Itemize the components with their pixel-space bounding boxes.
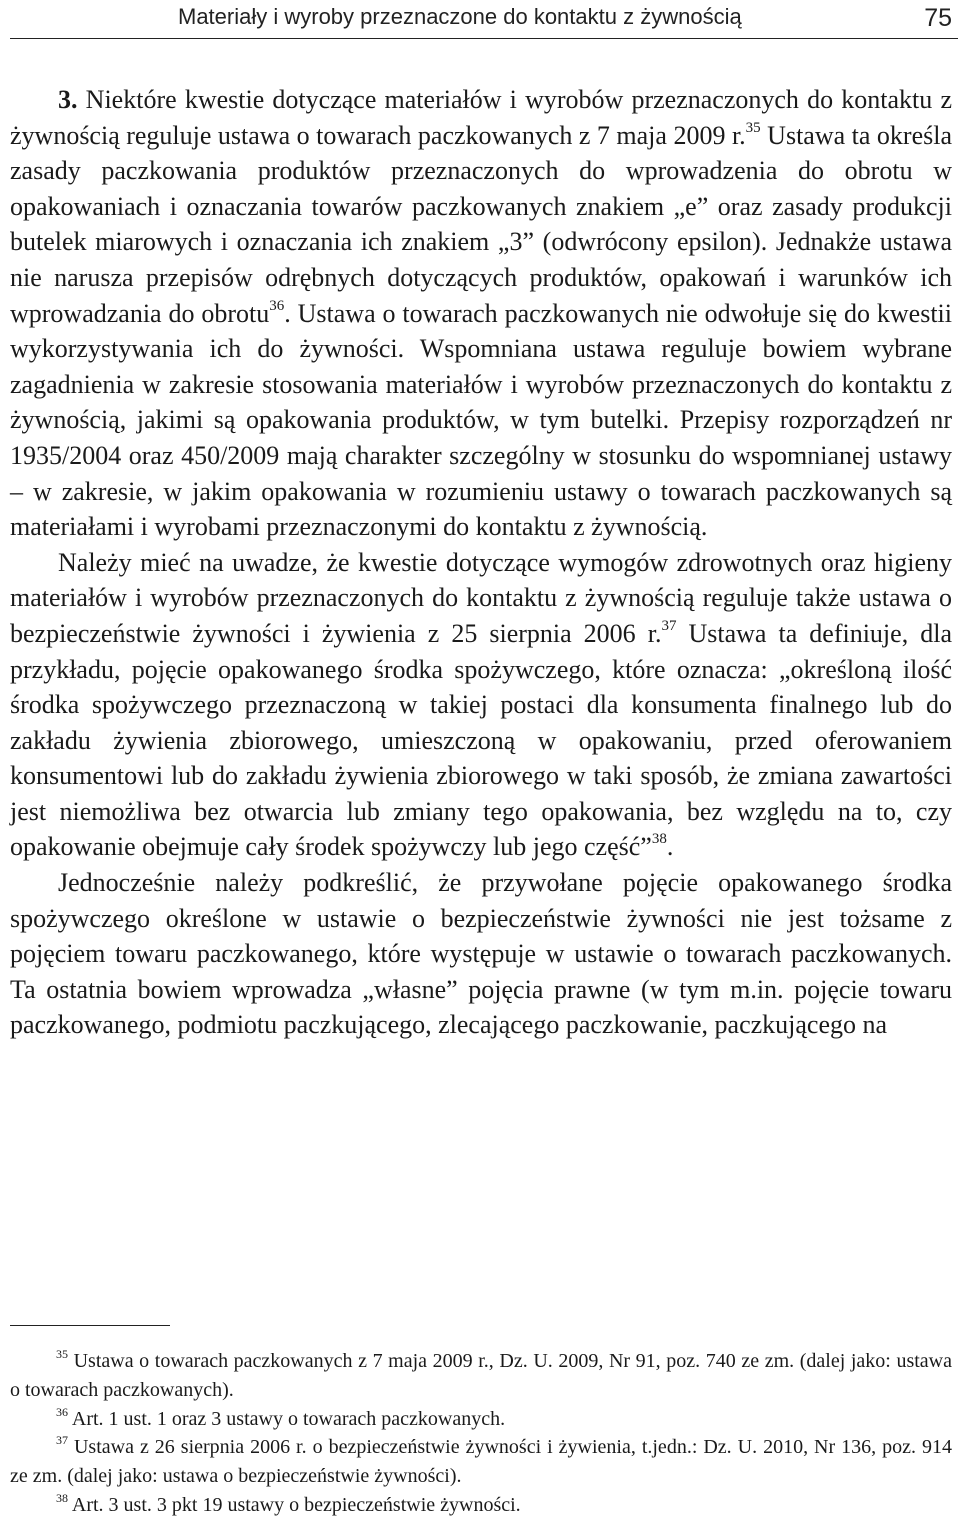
paragraph-3: Jednocześnie należy podkreślić, że przywołane pojęcie opakowanego środka spożywczego określone w ustawie o bezpieczeństwie żywności nie jest tożsame z pojęciem towaru paczkowanego, które występuje w ustawie o towarach paczkowanych. Ta ostatnia bowiem wprowadza „własne” pojęcia prawne (w tym m.in. pojęcie towaru paczkowanego, podmiotu paczkującego, zlecającego paczkowanie, paczkującego na [10,868,952,1040]
page-number: 75 [924,4,952,32]
footnotes [10,1347,952,1520]
footnote-text: Ustawa o towarach paczkowanych z 7 maja 2009 r., Dz. U. 2009, Nr 91, poz. 740 ze zm. (dalej jako: ustawa o towarach paczkowanych). [10,1350,952,1401]
paragraph-1 [10,82,952,545]
footnote-number: 37 [56,1433,68,1448]
paragraph-2-text-b: Ustawa ta definiuje, dla przykładu, pojęcie opakowanego środka spożywczego, które oznacza: „określoną ilość środka spożywczego przeznaczoną w takiej postaci dla konsumenta finalnego lub do zakładu żywienia zbiorowego, umieszczoną w opakowaniu, przed oferowaniem konsumentowi lub do zakładu żywienia zbiorowego w taki sposób, że zmiana zawartości jest niemożliwa bez otwarcia lub zmiany tego opakowania, bez względu na to, czy opakowanie obejmuje cały środek spożywczy lub jego część” [10,618,952,862]
footnote [10,1433,952,1491]
footnote-number: 35 [56,1347,68,1361]
footnote-number: 38 [56,1490,68,1505]
paragraph-1-text-a: Niektóre kwestie dotyczące materiałów i wyrobów przeznaczonych do kontaktu z żywnością reguluje ustawa o towarach paczkowanych z 7 maja 2009 r. [10,85,952,150]
footnote-separator [10,1325,170,1326]
footnote-ref-36: 36 [269,297,285,314]
footnote [10,1491,952,1520]
footnote-text: Art. 1 ust. 1 oraz 3 ustawy o towarach paczkowanych. [68,1407,506,1430]
section-number: 3. [58,85,78,114]
main-text [10,82,952,1043]
footnote-text: Art. 3 ust. 3 pkt 19 ustawy o bezpieczeństwie żywności. [68,1493,521,1516]
footnote [10,1347,952,1405]
footnote-ref-37: 37 [661,617,677,634]
footnote [10,1405,952,1434]
paragraph-2 [10,545,952,865]
footnote-ref-35: 35 [745,119,761,136]
paragraph-2-text-c: . [666,832,674,862]
footnote-number: 36 [56,1404,68,1419]
paragraph-1-text-c: . Ustawa o towarach paczkowanych nie odwołuje się do kwestii wykorzystywania ich do żywności. Wspomniana ustawa reguluje bowiem wybrane zagadnienia w zakresie stosowania materiałów i wyrobów przeznaczonych do kontaktu z żywnością, jakimi są opakowania produktów, w tym butelki. Przepisy rozporządzeń nr 1935/2004 oraz 450/2009 mają charakter szczególny w stosunku do wspomnianej ustawy – w zakresie, w jakim opakowania w rozumieniu ustawy o towarach paczkowanych są materiałami i wyrobami przeznaczonymi do kontaktu z żywnością. [10,298,952,542]
footnote-text: Ustawa z 26 sierpnia 2006 r. o bezpieczeństwie żywności i żywienia, t.jedn.: Dz. U. 2010, Nr 136, poz. 914 ze zm. (dalej jako: ustawa o bezpieczeństwie żywności). [10,1436,952,1488]
paragraph-2-text-a: Należy mieć na uwadze, że kwestie dotyczące wymogów zdrowotnych oraz higieny materiałów i wyrobów przeznaczonych do kontaktu z żywnością reguluje także ustawa o bezpieczeństwie żywności i żywienia z 25 sierpnia 2006 r. [10,547,952,648]
paragraph-1-text-b: Ustawa ta określa zasady paczkowania produktów przeznaczonych do wprowadzenia do obrotu w opakowaniach i oznaczania towarów paczkowanych znakiem „e” oraz zasady produkcji butelek miarowych i oznaczania ich znakiem „3” (odwrócony epsilon). Jednakże ustawa nie narusza przepisów odrębnych dotyczących produktów, opakowań i warunków ich wprowadzania do obrotu [10,120,952,328]
footnote-ref-38: 38 [651,831,667,848]
running-header [10,0,958,39]
running-header-title: Materiały i wyroby przeznaczone do kontaktu z żywnością [178,4,742,29]
